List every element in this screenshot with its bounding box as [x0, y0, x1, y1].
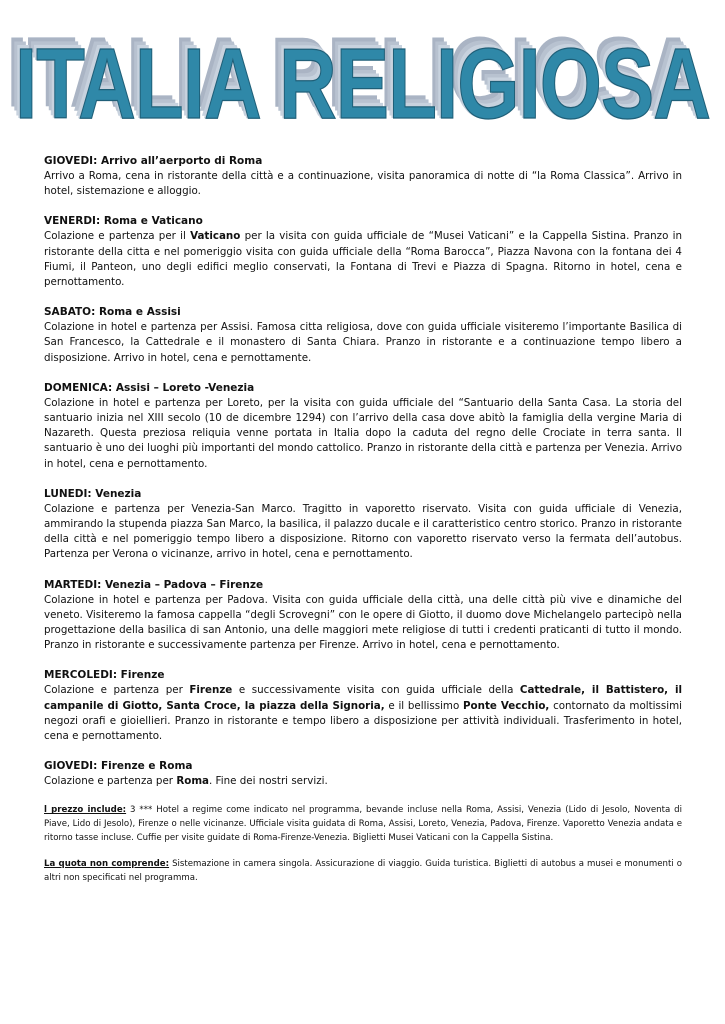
- day-heading: LUNEDI: Venezia: [44, 487, 142, 500]
- body-text: Colazione e partenza per Venezia-San Marco. Tragitto in vaporetto riservato. Visita con guida ufficiale di Venezia, ammirando la stupenda piazza San Marco, la basilica, il palazzo ducale e il caratteristico centro storico. Pranzo in ristorante della città e nel pomeriggio tempo libero a disposizione. Ritorno con vaporetto riservato verso la fermata dell’autobus. Partenza per Verona o vicinanze, arrivo in hotel, cena e pernottamento.: [44, 502, 682, 561]
- day-section: [44, 578, 682, 654]
- day-description: [44, 396, 682, 472]
- day-heading: GIOVEDI: Firenze e Roma: [44, 760, 193, 773]
- day-description: [44, 683, 682, 744]
- day-section: [44, 214, 682, 290]
- excluded-note: [44, 858, 682, 885]
- day-list: [44, 154, 682, 789]
- day-heading: DOMENICA: Assisi – Loreto -Venezia: [44, 381, 255, 394]
- highlight-text: Vaticano: [190, 230, 241, 243]
- day-heading: MARTEDI: Venezia – Padova – Firenze: [44, 578, 264, 591]
- excluded-label: La quota non comprende:: [44, 859, 170, 870]
- body-text: e il bellissimo: [384, 699, 463, 712]
- day-section: [44, 759, 682, 789]
- body-text: . Fine dei nostri servizi.: [209, 775, 328, 788]
- body-text: per la visita con guida ufficiale de “Musei Vaticani” e la Cappella Sistina. Pranzo in ristorante della citta e nel pomeriggio visita con guida ufficiale della “Roma Barocca”, Piazza Navona con la fontana dei 4 Fiumi, il Panteon, uno degli edifici meglio conservati, la Fontana di Trevi e Piazza di Spagna. Ritorno in hotel, cena e pernottamento.: [44, 230, 683, 289]
- day-heading: SABATO: Roma e Assisi: [44, 306, 181, 319]
- highlight-text: Ponte Vecchio,: [463, 699, 550, 712]
- day-description: [44, 502, 682, 563]
- body-text: Arrivo a Roma, cena in ristorante della città e a continuazione, visita panoramica di notte di “la Roma Classica”. Arrivo in hotel, sistemazione e alloggio.: [44, 170, 682, 198]
- body-text: e successivamente visita con guida ufficiale della: [232, 684, 520, 697]
- included-label: l prezzo include:: [44, 805, 127, 816]
- page-title: ITALIA RELIGIOSA: [14, 27, 711, 139]
- body-text: Colazione e partenza per: [44, 684, 190, 697]
- day-heading: GIOVEDI: Arrivo all’aerporto di Roma: [44, 155, 263, 167]
- highlight-text: Cattedrale, il Battistero, il campanile di Giotto, Santa Croce, la piazza della Signoria,: [44, 684, 683, 712]
- itinerary: [44, 154, 682, 898]
- day-heading: MERCOLEDI: Firenze: [44, 669, 165, 682]
- highlight-text: Firenze: [189, 684, 233, 697]
- title-logo: [14, 27, 711, 152]
- day-section: [44, 487, 682, 563]
- day-description: [44, 320, 682, 366]
- body-text: Colazione e partenza per: [44, 775, 177, 788]
- day-description: [44, 169, 682, 199]
- day-section: [44, 305, 682, 366]
- body-text: contornato da moltissimi negozi orafi e gioiellieri. Pranzo in ristorante e tempo libero a disposizione per attività individuali. Trasferimento in hotel, cena e pernottamento.: [44, 699, 682, 743]
- included-note: [44, 804, 682, 845]
- day-heading: VENERDI: Roma e Vaticano: [44, 215, 203, 228]
- day-description: [44, 229, 682, 290]
- body-text: Colazione e partenza per il: [44, 230, 191, 243]
- day-section: [44, 154, 682, 199]
- body-text: Colazione in hotel e partenza per Assisi. Famosa citta religiosa, dove con guida ufficiale visiteremo l’importante Basilica di San Francesco, la Cattedrale e il monastero di Santa Chiara. Pranzo in ristorante e a continuazione tempo libero a disposizione. Arrivo in hotel, cena e pernottamente.: [44, 321, 682, 364]
- day-description: [44, 774, 682, 789]
- day-section: [44, 381, 682, 472]
- day-section: [44, 668, 682, 744]
- body-text: Colazione in hotel e partenza per Loreto, per la visita con guida ufficiale del “Santuario della Santa Casa. La storia del santuario inizia nel XIII secolo (10 de dicembre 1294) con l’arrivo della casa dove abitò la famiglia della vergine Maria di Nazareth. Questa preziosa reliquia venne portata in Italia dopo la caduta del regno delle Crociate in terra santa. Il santuario è uno dei luoghi più importanti del mondo cattolico. Pranzo in ristorante della città e partenza per Venezia. Arrivo in hotel, cena e pernottamento.: [44, 396, 682, 470]
- included-text: 3 *** Hotel a regime come indicato nel programma, bevande incluse nella Roma, Assisi, Venezia (Lido di Jesolo, Noventa di Piave, Lido di Jesolo), Firenze o nelle vicinanze. Ufficiale visita guidata di Roma, Assisi, Loreto, Venezia, Padova, Firenze. Vaporetto Venezia andata e ritorno tasse incluse. Cuffie per visite guidate di Roma-Firenze-Venezia. Biglietti Musei Vaticani con la Cappella Sistina.: [44, 805, 682, 843]
- highlight-text: Roma: [176, 775, 209, 788]
- excluded-text: Sistemazione in camera singola. Assicurazione di viaggio. Guida turistica. Biglietti di autobus a musei e monumenti o altri non specificati nel programma.: [44, 859, 682, 883]
- day-description: [44, 593, 682, 654]
- body-text: Colazione in hotel e partenza per Padova. Visita con guida ufficiale della città, una delle città più vive e dinamiche del veneto. Visiteremo la famosa cappella “degli Scrovegni” con le opere di Giotto, il duomo dove Michelangelo partecipò nella progettazione della basilica di san Antonio, una delle maggiori mete religiose di tutti i credenti praticanti di tutto il mondo. Pranzo in ristorante e successivamente partenza per Firenze. Arrivo in hotel, cena e pernottamento.: [44, 593, 682, 652]
